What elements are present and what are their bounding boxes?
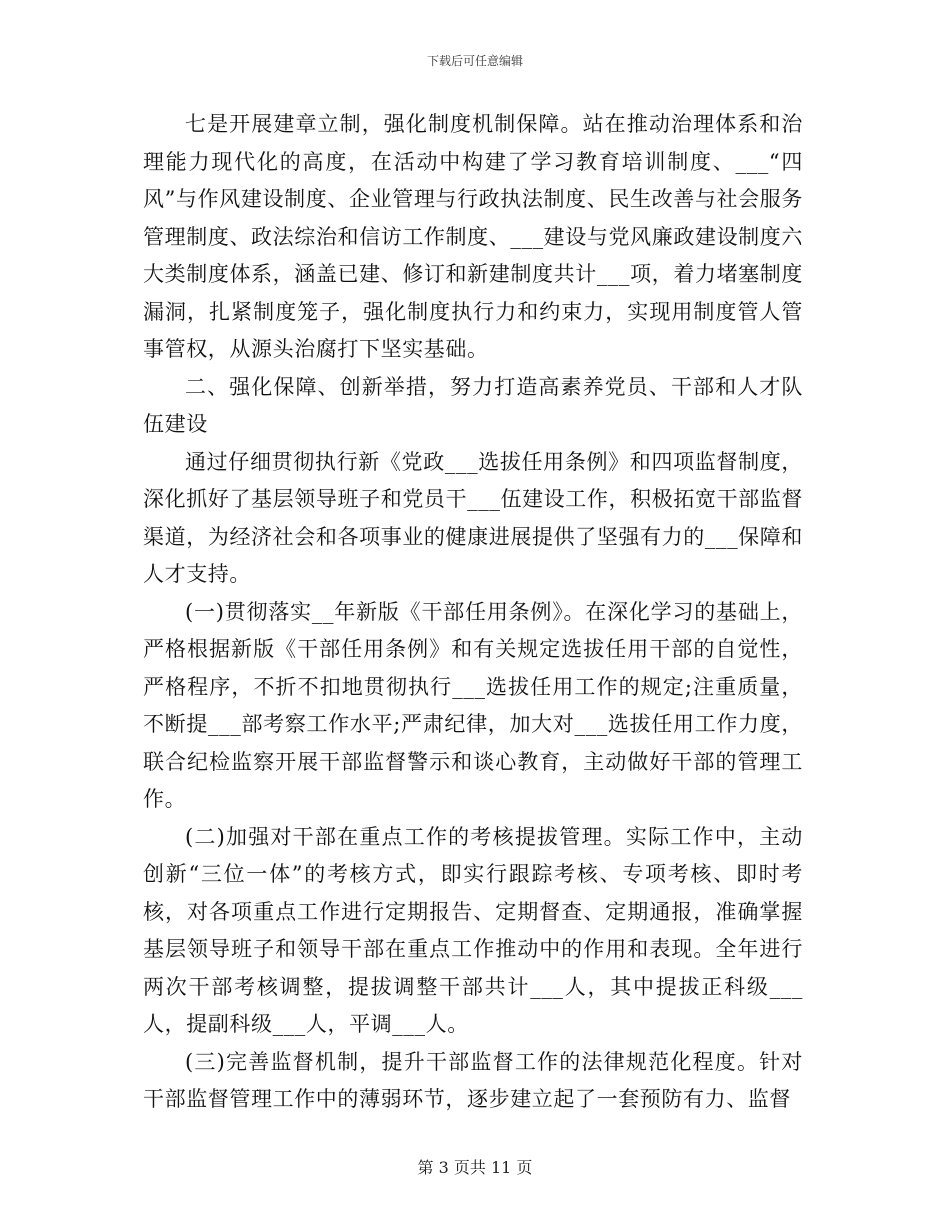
paragraph-institution-building: 七是开展建章立制，强化制度机制保障。站在推动治理体系和治理能力现代化的高度，在活动中构建了学习教育培训制度、___“四风”与作风建设制度、企业管理与行政执法制度、民生改善与社会服务管理制度、政法综治和信访工作制度、___建设与党风廉政建设制度六大类制度体系，涵盖已建、修订和新建制度共计___项，着力堵塞制度漏洞，扎紧制度笼子，强化制度执行力和约束力，实现用制度管人管事管权，从源头治腐打下坚实基础。 xyxy=(143,112,803,361)
section-heading-two: 二、强化保障、创新举措，努力打造高素养党员、干部和人才队伍建设 xyxy=(143,374,803,436)
document-body xyxy=(143,106,803,1119)
page-number-footer: 第 3 页共 11 页 xyxy=(417,1158,533,1177)
paragraph-item-two: (二)加强对干部在重点工作的考核提拔管理。实际工作中，主动创新“三位一体”的考核方式，即实行跟踪考核、专项考核、即时考核，对各项重点工作进行定期报告、定期督查、定期通报，准确掌握基层领导班子和领导干部在重点工作推动中的作用和表现。全年进行两次干部考核调整，提拔调整干部共计___人，其中提拔正科级___人，提副科级___人，平调___人。 xyxy=(143,824,803,1036)
paragraph-regulations: 通过仔细贯彻执行新《党政___选拔任用条例》和四项监督制度，深化抓好了基层领导班子和党员干___伍建设工作，积极拓宽干部监督渠道，为经济社会和各项事业的健康进展提供了坚强有力的___保障和人才支持。 xyxy=(143,449,803,586)
paragraph-item-one: (一)贯彻落实__年新版《干部任用条例》。在深化学习的基础上，严格根据新版《干部任用条例》和有关规定选拔任用干部的自觉性，严格程序，不折不扣地贯彻执行___选拔任用工作的规定;注重质量，不断提___部考察工作水平;严肃纪律，加大对___选拔任用工作力度，联合纪检监察开展干部监督警示和谈心教育，主动做好干部的管理工作。 xyxy=(143,599,803,811)
paragraph-item-three: (三)完善监督机制，提升干部监督工作的法律规范化程度。针对干部监督管理工作中的薄弱环节，逐步建立起了一套预防有力、监督 xyxy=(143,1049,803,1111)
page-header-note: 下载后可任意编辑 xyxy=(426,54,523,68)
